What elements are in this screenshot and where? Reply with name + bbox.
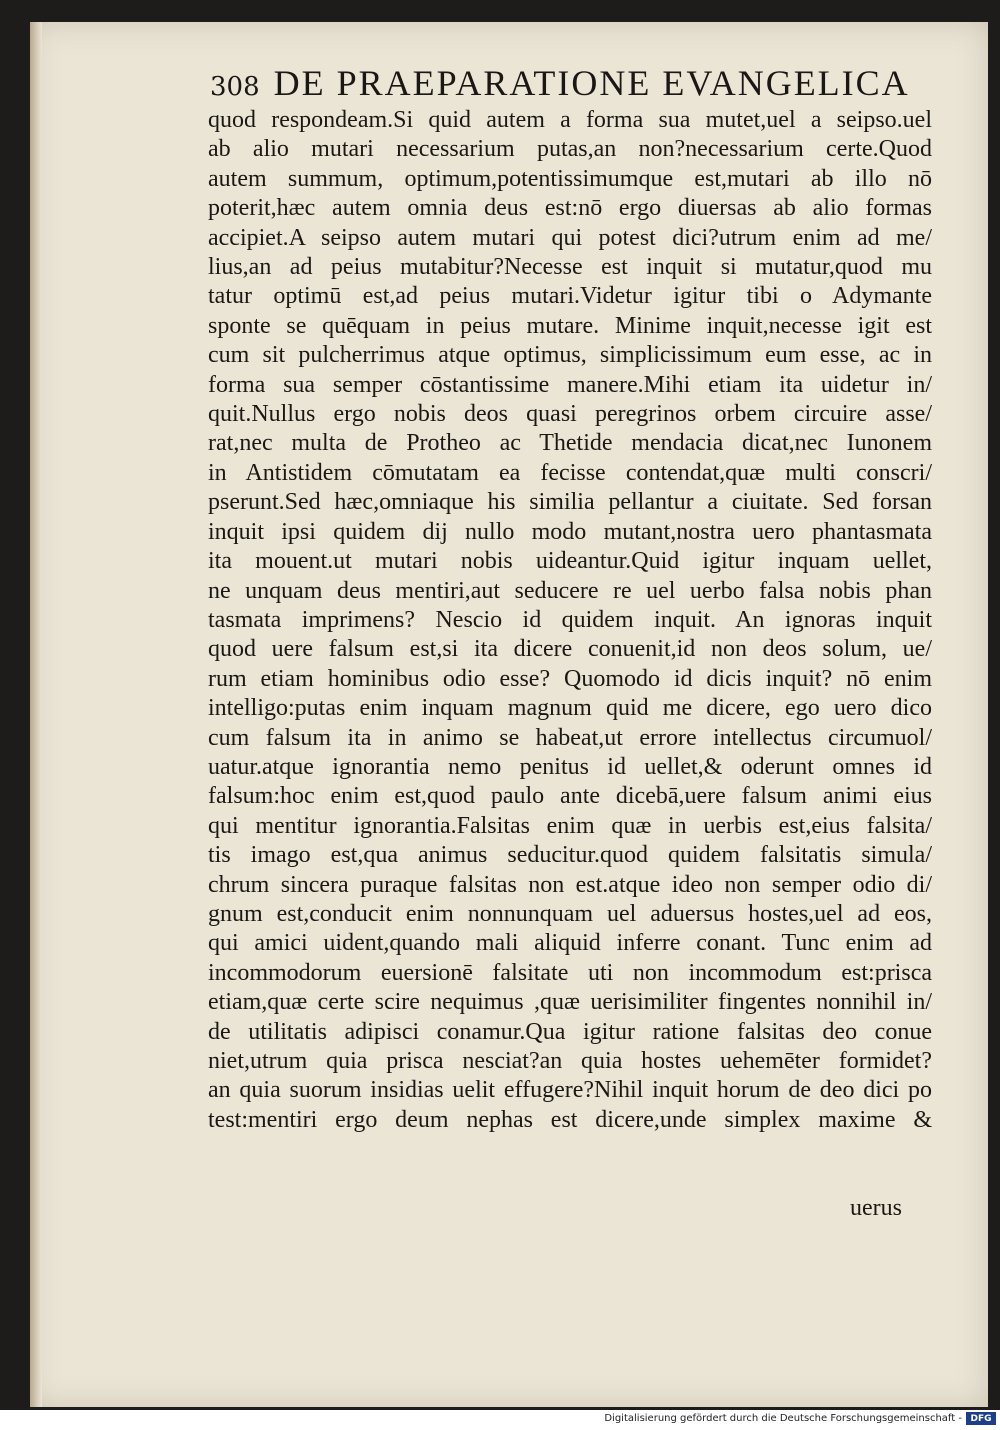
text-line: ne unquam deus mentiri,aut seducere re uel uerbo falsa nobis phan xyxy=(208,577,932,604)
text-line: gnum est,conducit enim nonnunquam uel aduersus hostes,uel ad eos, xyxy=(208,900,932,927)
text-line: ab alio mutari necessarium putas,an non?necessarium certe.Quod xyxy=(208,136,932,163)
text-line: cum sit pulcherrimus atque optimus, simplicissimum eum esse, ac in xyxy=(208,342,932,369)
text-line: cum falsum ita in animo se habeat,ut errore intellectus circumuol/ xyxy=(208,724,932,751)
text-line: uatur.atque ignorantia nemo penitus id uellet,& oderunt omnes id xyxy=(208,753,932,780)
text-line: inquit ipsi quidem dij nullo modo mutant,nostra uero phantasmata xyxy=(208,518,932,545)
page-number: 308 xyxy=(210,72,260,102)
text-line: pserunt.Sed hæc,omniaque his similia pellantur a ciuitate. Sed forsan xyxy=(208,489,932,516)
page-gutter-shadow xyxy=(30,22,42,1407)
body-text xyxy=(208,106,932,1135)
text-line: test:mentiri ergo deum nephas est dicere,unde simplex maxime & xyxy=(208,1106,932,1133)
text-line: tasmata imprimens? Nescio id quidem inquit. An ignoras inquit xyxy=(208,606,932,633)
text-line: poterit,hæc autem omnia deus est:nō ergo diuersas ab alio formas xyxy=(208,195,932,222)
text-line: etiam,quæ certe scire nequimus ,quæ uerisimiliter fingentes nonnihil in/ xyxy=(208,989,932,1016)
text-line: quod respondeam.Si quid autem a forma sua mutet,uel a seipso.uel xyxy=(208,107,932,133)
text-line: autem summum, optimum,potentissimumque est,mutari ab illo nō xyxy=(208,165,932,192)
text-line: tis imago est,qua animus seducitur.quod quidem falsitatis simula/ xyxy=(208,842,932,869)
text-line: falsum:hoc enim est,quod paulo ante dicebā,uere falsum animi eius xyxy=(208,783,932,810)
text-line: rat,nec multa de Protheo ac Thetide mendacia dicat,nec Iunonem xyxy=(208,430,932,457)
digitization-credit: Digitalisierung gefördert durch die Deutsche Forschungsgemeinschaft - xyxy=(604,1413,962,1424)
text-line: de utilitatis adipisci conamur.Qua igitur ratione falsitas deo conue xyxy=(208,1018,932,1045)
text-line: tatur optimū est,ad peius mutari.Videtur igitur tibi o Adymante xyxy=(208,283,932,310)
text-line: sponte se quēquam in peius mutare. Minime inquit,necesse igit est xyxy=(208,312,932,339)
dfg-logo: DFG xyxy=(966,1412,996,1425)
running-head xyxy=(210,62,930,104)
text-line: rum etiam hominibus odio esse? Quomodo id dicis inquit? nō enim xyxy=(208,665,932,692)
text-line: niet,utrum quia prisca nesciat?an quia hostes uehemēter formidet? xyxy=(208,1048,932,1074)
text-line: lius,an ad peius mutabitur?Necesse est inquit si mutatur,quod mu xyxy=(208,254,932,281)
text-line: in Antistidem cōmutatam ea fecisse contendat,quæ multi conscri/ xyxy=(208,459,932,486)
catchword: uerus xyxy=(850,1195,902,1221)
text-line: forma sua semper cōstantissime manere.Mihi etiam ita uidetur in/ xyxy=(208,371,932,398)
text-line: chrum sincera puraque falsitas non est.atque ideo non semper odio di/ xyxy=(208,871,932,898)
text-line: accipiet.A seipso autem mutari qui potest dici?utrum enim ad me/ xyxy=(208,224,932,251)
text-line: quod uere falsum est,si ita dicere conuenit,id non deos solum, ue/ xyxy=(208,636,932,663)
text-line: intelligo:putas enim inquam magnum quid me dicere, ego uero dico xyxy=(208,695,932,722)
text-line: ita mouent.ut mutari nobis uideantur.Quid igitur inquam uellet, xyxy=(208,548,932,575)
text-line: incommodorum euersionē falsitate uti non incommodum est:prisca xyxy=(208,959,932,986)
running-title: DE PRAEPARATIONE EVANGELICA xyxy=(273,63,910,103)
text-line: qui mentitur ignorantia.Falsitas enim quæ in uerbis est,eius falsita/ xyxy=(208,812,932,839)
text-line: quit.Nullus ergo nobis deos quasi peregrinos orbem circuire asse/ xyxy=(208,401,932,428)
text-line: qui amici uident,quando mali aliquid inferre conant. Tunc enim ad xyxy=(208,930,932,957)
text-line: an quia suorum insidias uelit effugere?Nihil inquit horum de deo dici po xyxy=(208,1077,932,1104)
